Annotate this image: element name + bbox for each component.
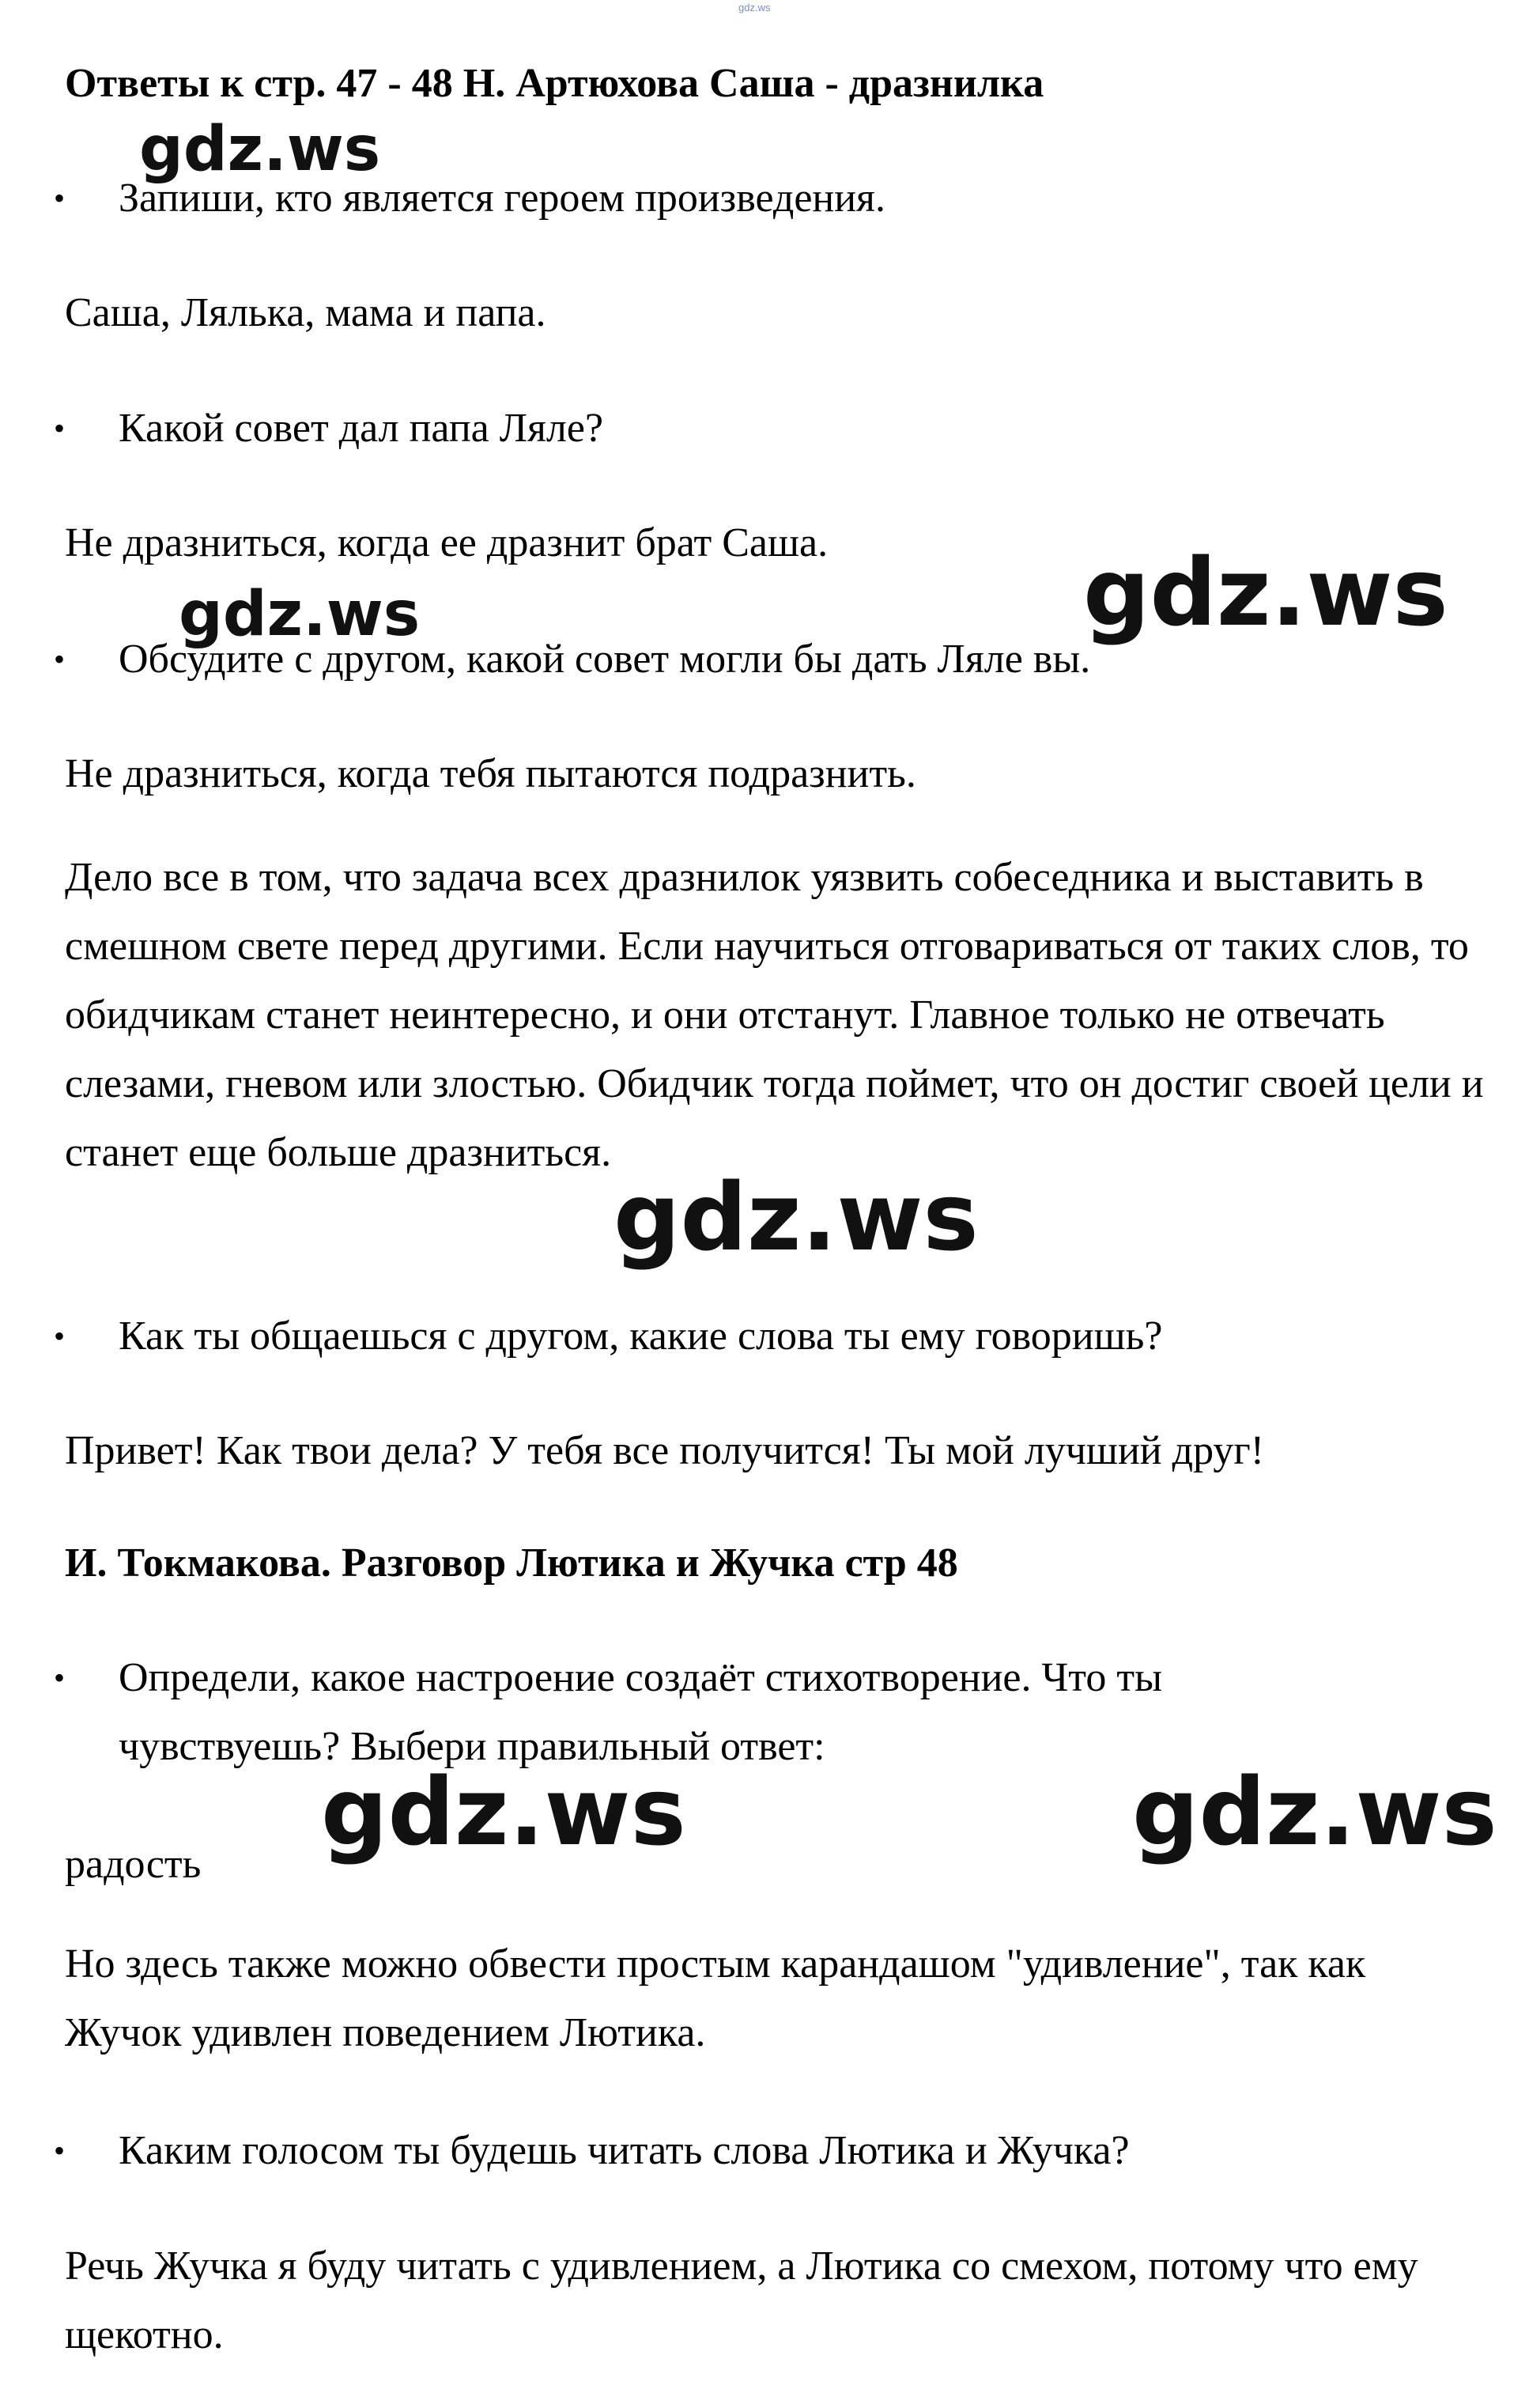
bullet-icon: • <box>54 410 66 446</box>
section2-heading: И. Токмакова. Разговор Лютика и Жучка стр 48 <box>65 1540 958 1586</box>
top-watermark-mark: gdz.ws <box>738 2 771 13</box>
answer-1-text: Саша, Лялька, мама и папа. <box>65 290 546 335</box>
question-1-text: Запиши, кто является героем произведения. <box>119 176 885 221</box>
answer-3-paragraph: Дело все в том, что задача всех дразнилок уязвить собеседника и выставить в смешном свете перед другими. Если научиться отговариваться от таких слов, то обидчикам станет неинтересно, и они отстанут. Главное только не отвечать слезами, гневом или злостью. Обидчик тогда поймет, что он достиг своей цели и станет еще больше дразниться. <box>65 855 1484 1175</box>
question-4-text: Как ты общаешься с другом, какие слова ты ему говоришь? <box>119 1314 1163 1359</box>
watermark: gdz.ws <box>1132 1757 1497 1866</box>
watermark: gdz.ws <box>139 114 381 185</box>
section2-question-2-text: Каким голосом ты будешь читать слова Лютика и Жучка? <box>119 2128 1130 2173</box>
watermark: gdz.ws <box>613 1162 979 1272</box>
watermark: gdz.ws <box>1083 538 1448 647</box>
bullet-icon: • <box>54 180 66 216</box>
answer-4-text: Привет! Как твои дела? У тебя все получится! Ты мой лучший друг! <box>65 1428 1265 1473</box>
watermark: gdz.ws <box>321 1757 686 1866</box>
watermark: gdz.ws <box>179 579 421 650</box>
question-2-text: Какой совет дал папа Ляле? <box>119 406 604 451</box>
answer-2-text: Не дразниться, когда ее дразнит брат Саша. <box>65 520 829 565</box>
bullet-icon: • <box>54 2133 66 2168</box>
section2-question-1-text: Определи, какое настроение создаёт стихотворение. Что ты чувствуешь? Выбери правильный ответ: <box>119 1655 1163 1769</box>
bullet-icon: • <box>54 641 66 677</box>
section2-answer-1-note: Но здесь также можно обвести простым карандашом "удивление", так как Жучок удивлен поведением Лютика. <box>65 1941 1366 2055</box>
bullet-icon: • <box>54 1660 66 1695</box>
bullet-icon: • <box>54 1318 66 1354</box>
section2-answer-2-text: Речь Жучка я буду читать с удивлением, а Лютика со смехом, потому что ему щекотно. <box>65 2244 1418 2357</box>
question-3-text: Обсудите с другом, какой совет могли бы дать Ляле вы. <box>119 637 1091 682</box>
section1-heading: Ответы к стр. 47 - 48 Н. Артюхова Саша - дразнилка <box>65 61 1044 106</box>
answer-3-line: Не дразниться, когда тебя пытаются подразнить. <box>65 751 916 796</box>
section2-answer-1-text: радость <box>65 1842 202 1887</box>
